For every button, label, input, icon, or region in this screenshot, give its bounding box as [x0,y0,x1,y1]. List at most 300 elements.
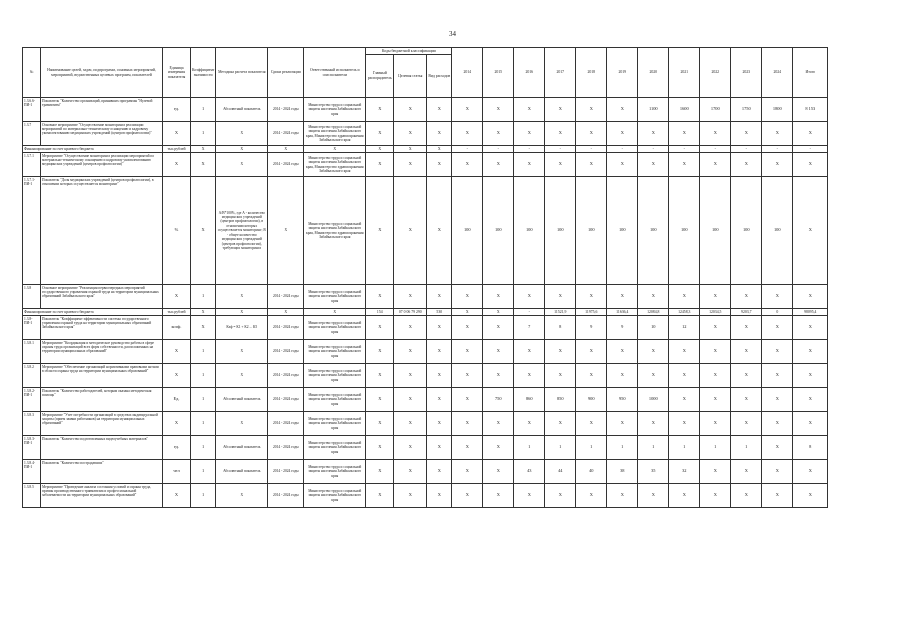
table-row [23,460,828,484]
row-year-value: 40 [576,460,607,484]
header-year: 2015 [483,48,514,98]
row-executor: Министерство труда и социальной защиты населения Забайкальского края [304,316,366,340]
row-year-value: 100 [576,177,607,285]
row-year-value: X [669,153,700,177]
row-budget-code: X [366,177,394,285]
row-year-value: X [607,285,638,309]
row-number: 1.3.8 [23,285,41,309]
row-method: X [216,340,268,364]
row-year-value: X [452,412,483,436]
header-method: Методика расчета показателя [216,48,268,98]
row-name: Мероприятие "Учет потребности организаций в средствах индивидуальной защиты (прием заявки работников) на территории муниципальных образований" [41,412,163,436]
row-total: X [793,122,828,146]
header-year: 2024 [762,48,793,98]
financing-value: 11975,6 [576,309,607,316]
row-year-value: 1700 [700,98,731,122]
row-unit: Ед. [163,388,191,412]
row-name: Показатель "Количество подготовленных видеоучебных материалов" [41,436,163,460]
row-year-value: 1 [607,436,638,460]
header-name: Наименование целей, задач, подпрограмм, основных мероприятий, мероприятий, ведомственных целевых программ, показателей [41,48,163,98]
row-method: Абсолютный показатель [216,98,268,122]
row-year-value: X [669,484,700,508]
financing-row [23,309,828,316]
row-year-value: X [731,412,762,436]
row-total: X [793,364,828,388]
row-year-value: 9 [576,316,607,340]
row-total: X [793,412,828,436]
row-year-value: 1 [638,436,669,460]
row-budget-code: X [427,484,452,508]
row-year-value: X [483,364,514,388]
row-year-value: X [452,98,483,122]
row-term: 2014 - 2024 годы [268,436,304,460]
financing-value: - [700,146,731,153]
row-budget-code: X [366,98,394,122]
row-budget-code: X [366,412,394,436]
row-year-value: X [576,412,607,436]
row-coefficient: 1 [191,122,216,146]
row-budget-code: X [394,285,427,309]
row-executor: Министерство труда и социальной защиты населения Забайкальского края [304,436,366,460]
financing-label: Финансирование за счет краевого бюджета [23,309,163,316]
row-coefficient: 1 [191,340,216,364]
row-year-value: X [731,460,762,484]
row-budget-code: X [394,122,427,146]
row-coefficient: 1 [191,388,216,412]
row-year-value: 1 [545,436,576,460]
financing-value: 0 [762,309,793,316]
financing-unit: тыс.рублей [163,146,191,153]
row-budget-code: X [427,412,452,436]
row-name: Показатель "Доля медицинских учреждений (центров профпатологии), в отношении которых осуществляется мониторинг" [41,177,163,285]
row-year-value: X [452,460,483,484]
row-method: Кэф = К1 + К2 ... К5 [216,316,268,340]
row-unit: X [163,484,191,508]
row-budget-code: X [366,484,394,508]
row-term: 2014 - 2024 годы [268,364,304,388]
table-row [23,285,828,309]
financing-value: X [191,146,216,153]
row-year-value: X [700,153,731,177]
row-year-value: X [762,153,793,177]
financing-value: 9203,7 [731,309,762,316]
row-total: 8 153 [793,98,828,122]
row-year-value: X [638,412,669,436]
row-year-value: X [762,484,793,508]
row-year-value: 900 [576,388,607,412]
financing-value: X [191,309,216,316]
row-year-value: X [576,122,607,146]
row-year-value: X [731,484,762,508]
row-budget-code: X [427,98,452,122]
header-year: 2021 [669,48,700,98]
row-year-value: X [731,364,762,388]
row-method: X [216,484,268,508]
row-budget-code: X [394,98,427,122]
row-year-value: X [607,153,638,177]
row-year-value: X [762,285,793,309]
row-term: 2014 - 2024 годы [268,388,304,412]
row-executor: Министерство труда и социальной защиты населения Забайкальского края, Министерство здравоохранения Забайкальского края [304,177,366,285]
row-budget-code: X [394,484,427,508]
row-year-value: X [700,340,731,364]
row-coefficient: X [191,177,216,285]
row-term: 2014 - 2024 годы [268,122,304,146]
row-year-value: X [607,98,638,122]
row-year-value: X [700,316,731,340]
row-year-value: X [545,484,576,508]
table-row [23,364,828,388]
row-term: 2014 - 2024 годы [268,153,304,177]
table-row [23,316,828,340]
row-budget-code: X [427,388,452,412]
row-year-value: X [545,98,576,122]
row-budget-code: X [394,460,427,484]
row-coefficient: 1 [191,412,216,436]
header-executor: Ответственный исполнитель и соисполнители [304,48,366,98]
row-budget-code: X [366,460,394,484]
row-name: Мероприятие "Проведение анализа состояния условий и охраны труда, причин производственного травматизма и профессиональной заболеваемости на территории муниципальных образований" [41,484,163,508]
row-method: Абсолютный показатель [216,436,268,460]
row-number: 1.3.8.1 [23,340,41,364]
financing-value: - [514,146,545,153]
row-year-value: X [700,364,731,388]
row-year-value: 43 [514,460,545,484]
row-budget-code: X [427,316,452,340]
row-year-value: X [731,388,762,412]
financing-value: X [452,309,483,316]
row-number: 1.3.8.5 [23,484,41,508]
row-term: 2014 - 2024 годы [268,412,304,436]
financing-value: 12034,5 [700,309,731,316]
row-year-value: X [762,388,793,412]
row-year-value: X [576,285,607,309]
row-year-value: 100 [638,177,669,285]
row-year-value: X [700,388,731,412]
row-budget-code: X [427,460,452,484]
header-year: 2019 [607,48,638,98]
financing-value: 98095,4 [793,309,828,316]
financing-value: X [483,309,514,316]
row-year-value: X [731,122,762,146]
row-executor: Министерство труда и социальной защиты населения Забайкальского края, Министерство здравоохранения Забайкальского края [304,122,366,146]
row-budget-code: X [366,122,394,146]
row-number: 1.3.7.1 [23,153,41,177]
row-total: X [793,460,828,484]
row-year-value: X [483,316,514,340]
row-name: Основное мероприятие "Реализация первоочередных мероприятий государственного управления охраной труда на территории муниципальных образований Забайкальского края" [41,285,163,309]
header-year: 2020 [638,48,669,98]
row-year-value: 1000 [638,388,669,412]
row-year-value: 1 [700,436,731,460]
row-year-value: X [669,412,700,436]
row-year-value: X [607,364,638,388]
row-year-value: X [669,122,700,146]
row-total: X [793,484,828,508]
row-year-value: 1 [669,436,700,460]
row-name: Мероприятие "Координация и методическое руководство работы в сфере охраны труда организаций всех форм собственности, расположенных на территории муниципальных образований" [41,340,163,364]
row-method: X [216,364,268,388]
row-unit: X [163,364,191,388]
row-year-value: 1750 [731,98,762,122]
financing-value: - [638,146,669,153]
row-year-value: X [576,364,607,388]
row-year-value: X [731,153,762,177]
header-year: 2022 [700,48,731,98]
row-budget-code: X [427,340,452,364]
financing-value: - [483,146,514,153]
header-year: 2018 [576,48,607,98]
row-year-value: X [545,364,576,388]
row-year-value: X [638,364,669,388]
row-name: Показатель "Количество пострадавших" [41,460,163,484]
row-year-value: X [452,484,483,508]
row-unit: X [163,412,191,436]
row-year-value: X [762,340,793,364]
row-year-value: 850 [545,388,576,412]
row-unit: ед. [163,98,191,122]
row-budget-code: X [366,436,394,460]
row-coefficient: 1 [191,484,216,508]
row-executor: Министерство труда и социальной защиты населения Забайкальского края [304,412,366,436]
row-method: X [216,285,268,309]
row-number: 1.3.8.3-ПИ-1 [23,436,41,460]
financing-label: Финансирование за счет краевого бюджета [23,146,163,153]
financing-unit: тыс.рублей [163,309,191,316]
row-year-value: X [545,412,576,436]
header-year: 2023 [731,48,762,98]
row-year-value: X [483,153,514,177]
program-table [22,47,828,508]
row-number: 1.3.6.6-ПИ-1 [23,98,41,122]
row-term: X [268,177,304,285]
page-number: 34 [449,30,456,38]
financing-value: 11521,9 [545,309,576,316]
row-year-value: X [576,340,607,364]
row-budget-code: X [394,340,427,364]
table-row [23,484,828,508]
row-year-value: X [638,122,669,146]
header-budget-codes: Коды бюджетной классификации [366,48,452,55]
row-budget-code: X [427,285,452,309]
row-year-value: 100 [731,177,762,285]
row-executor: Министерство труда и социальной защиты населения Забайкальского края [304,388,366,412]
row-budget-code: X [394,388,427,412]
row-year-value: X [545,340,576,364]
row-total: X [793,340,828,364]
row-year-value: 950 [607,388,638,412]
row-number: 1.3.7 [23,122,41,146]
row-number: 1.3.8.3 [23,412,41,436]
row-budget-code: X [366,388,394,412]
row-name: Показатель "Количество работодателей, которым оказана методическая помощь" [41,388,163,412]
row-year-value: X [452,285,483,309]
table-row [23,122,828,146]
row-year-value: 38 [607,460,638,484]
row-budget-code: X [394,177,427,285]
row-year-value: X [700,285,731,309]
table-row [23,388,828,412]
header-budget-code: Вид расходов [427,55,452,98]
row-coefficient: 1 [191,285,216,309]
row-executor: Министерство труда и социальной защиты населения Забайкальского края [304,98,366,122]
row-method: X [216,412,268,436]
row-year-value: X [669,364,700,388]
table-row [23,436,828,460]
row-budget-code: X [427,122,452,146]
row-year-value: X [607,484,638,508]
row-budget-code: X [394,436,427,460]
financing-value: X [427,146,452,153]
financing-row [23,146,828,153]
financing-value: - [452,146,483,153]
header-year: 2016 [514,48,545,98]
financing-value: 12084,8 [638,309,669,316]
row-number: 1.3.8.2 [23,364,41,388]
header-unit: Единица измерения показателя [163,48,191,98]
row-year-value: X [483,122,514,146]
financing-value: X [268,309,304,316]
row-year-value: 100 [514,177,545,285]
row-unit: ед. [163,436,191,460]
row-term: 2014 - 2024 годы [268,340,304,364]
row-year-value: X [669,340,700,364]
financing-value: - [514,309,545,316]
financing-value: - [669,146,700,153]
row-term: 2014 - 2024 годы [268,484,304,508]
row-term: 2014 - 2024 годы [268,316,304,340]
row-year-value: 7 [514,316,545,340]
row-coefficient: X [191,316,216,340]
row-method: Абсолютный показатель [216,388,268,412]
row-coefficient: 1 [191,436,216,460]
row-year-value: X [483,412,514,436]
row-year-value: 100 [669,177,700,285]
row-year-value: 100 [545,177,576,285]
financing-value: X [304,146,366,153]
row-year-value: 10 [638,316,669,340]
financing-value: - [762,146,793,153]
row-year-value: X [514,412,545,436]
row-year-value: 100 [700,177,731,285]
financing-value: - [576,146,607,153]
header-term: Сроки реализации [268,48,304,98]
financing-value: - [607,146,638,153]
row-unit: X [163,285,191,309]
row-method: А/В*100%, где А - количество медицинских учреждений (центров профпатологии), в отношении которых осуществляется мониторинг; В - общее количество медицинских учреждений (центров профпатологии), требующих мониторинга [216,177,268,285]
row-year-value: X [483,98,514,122]
financing-value: 154 [366,309,394,316]
row-year-value: X [638,153,669,177]
row-year-value: X [576,153,607,177]
row-budget-code: X [394,412,427,436]
financing-value: X [268,146,304,153]
row-year-value: 1 [731,436,762,460]
row-year-value: X [483,436,514,460]
row-year-value: X [762,316,793,340]
row-year-value: 1600 [669,98,700,122]
row-year-value: 1100 [638,98,669,122]
row-budget-code: X [366,364,394,388]
financing-value: 11636,4 [607,309,638,316]
row-year-value: X [514,285,545,309]
row-method: Абсолютный показатель [216,460,268,484]
header-total: Итого [793,48,828,98]
row-year-value: X [762,364,793,388]
financing-value: - [793,146,828,153]
row-year-value: 750 [483,388,514,412]
row-term: 2014 - 2024 годы [268,285,304,309]
header-year: 2017 [545,48,576,98]
row-year-value: X [731,316,762,340]
row-year-value: 860 [514,388,545,412]
row-coefficient: 1 [191,98,216,122]
row-budget-code: X [427,153,452,177]
row-budget-code: X [366,316,394,340]
financing-value: X [216,146,268,153]
row-year-value: X [452,364,483,388]
financing-value: X [304,309,366,316]
table-row [23,177,828,285]
row-year-value: 1800 [762,98,793,122]
row-year-value: X [762,412,793,436]
row-executor: Министерство труда и социальной защиты населения Забайкальского края [304,460,366,484]
row-unit: X [163,153,191,177]
row-year-value: X [452,436,483,460]
header-budget-code: Главный распорядитель [366,55,394,98]
table-body [23,98,828,508]
financing-value: X [366,146,394,153]
row-name: Показатель "Количество организаций, принявших программы "Нулевой травматизм" [41,98,163,122]
row-budget-code: X [394,153,427,177]
row-year-value: 1 [514,436,545,460]
row-method: X [216,153,268,177]
row-name: Мероприятие "Обеспечение организаций нормативными правовыми актами в области охраны труда на территории муниципальных образований" [41,364,163,388]
row-total: X [793,177,828,285]
row-name: Показатель "Коэффициент эффективности системы государственного управления охраной труда на территории муниципальных образований Забайкальского края" [41,316,163,340]
row-year-value: X [731,340,762,364]
row-coefficient: 1 [191,460,216,484]
row-year-value: X [762,436,793,460]
row-number: 1.3.8.2-ПИ-1 [23,388,41,412]
row-executor: Министерство труда и социальной защиты населения Забайкальского края [304,340,366,364]
row-year-value: X [545,122,576,146]
row-year-value: X [607,340,638,364]
table-row [23,98,828,122]
row-coefficient: X [191,153,216,177]
row-year-value: 32 [669,460,700,484]
row-name: Мероприятие "Осуществление мониторинга реализации мероприятий по материально-техническому оснащению и кадровому укомплектованию медицинских учреждений (центров профпатологии)" [41,153,163,177]
row-total: X [793,388,828,412]
row-year-value: X [669,388,700,412]
row-unit: чел [163,460,191,484]
row-year-value: X [700,484,731,508]
row-year-value: X [514,340,545,364]
row-year-value: 1 [576,436,607,460]
row-year-value: X [483,484,514,508]
row-method: X [216,122,268,146]
row-year-value: 9 [607,316,638,340]
row-executor: Министерство труда и социальной защиты населения Забайкальского края [304,364,366,388]
row-year-value: 100 [762,177,793,285]
financing-value: X [216,309,268,316]
table-row [23,412,828,436]
row-term: 2014 - 2024 годы [268,98,304,122]
row-year-value: X [545,153,576,177]
row-total: 8 [793,436,828,460]
row-year-value: X [483,460,514,484]
row-year-value: X [576,484,607,508]
